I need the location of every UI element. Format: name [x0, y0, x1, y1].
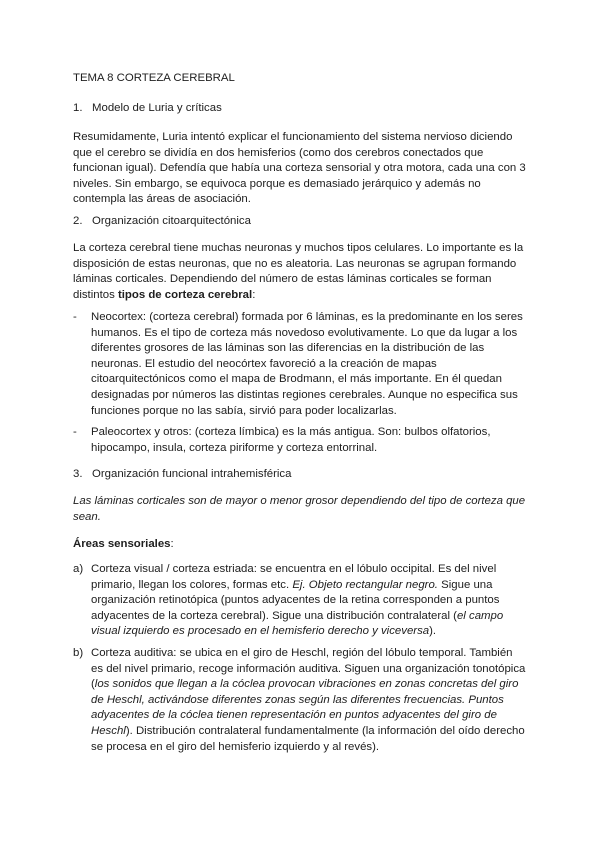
- bullet-neocortex-text: Neocortex: (corteza cerebral) formada por 6 láminas, es la predominante en los seres humanos. Es el tipo de corteza más novedoso evolutivamente. Lo que da lugar a los diferentes grosores de las láminas son las diferencias en la distribución de las neuronas. El estudio del neocórtex favoreció a la creación de mapas citoarquitectónicos como el mapa de Brodmann, el más importante. En él quedan designadas por números las distintas regiones cerebrales. Aunque no especifica sus funciones porque no las sabía, sirvió para poder localizarlas.: [91, 311, 523, 417]
- item-b-text-2: ). Distribución contralateral fundamentalmente (la información del oído derecho se procesa en el giro del hemisferio izquierdo y al revés).: [91, 724, 525, 753]
- section-2-paragraph: [73, 241, 527, 303]
- section-2-colon: :: [252, 288, 256, 301]
- item-b-marker: b): [73, 647, 84, 659]
- section-2-title: Organización citoarquitectónica: [92, 215, 251, 227]
- section-2-number: 2.: [73, 215, 83, 227]
- item-a-text-3: ).: [429, 625, 437, 638]
- section-3-title: Organización funcional intrahemisférica: [92, 468, 292, 480]
- bullet-paleocortex: [73, 425, 527, 456]
- italic-note-text: Las láminas corticales son de mayor o menor grosor dependiendo del tipo de corteza que sean.: [73, 495, 526, 523]
- item-a-italic-2: el campo visual izquierdo es procesado en el hemisferio derecho y viceversa: [91, 609, 504, 638]
- item-b-italic-1: los sonidos que llegan a la cóclea provocan vibraciones en zonas concretas del giro de Heschl, activándose diferentes zonas según las diferentes frecuencias. Puntos adyacentes de la cóclea tienen representación en puntos adyacentes del giro de Heschl: [91, 678, 519, 737]
- section-1-paragraph: Resumidamente, Luria intentó explicar el funcionamiento del sistema nervioso diciendo que el cerebro se dividía en dos hemisferios (como dos cerebros conectados que funcionan igual). Defendía que había una corteza sensorial y otra motora, cada una con 3 niveles. Sin embargo, se equivoca porque es demasiado jerárquico y además no contempla las áreas de asociación.: [73, 131, 526, 206]
- item-a-text-1: Corteza visual / corteza estriada: se encuentra en el lóbulo occipital. Es del nivel primario, llegan los colores, formas etc.: [91, 563, 497, 591]
- areas-heading-colon: :: [170, 538, 174, 550]
- bullet-marker: -: [73, 426, 77, 438]
- section-3-heading: [73, 468, 291, 480]
- item-b-text-1: Corteza auditiva: se ubica en el giro de Heschl, región del lóbulo temporal. También es del nivel primario, recoge información auditiva. Siguen una organización tonotópica (: [91, 647, 526, 691]
- document-title: TEMA 8 CORTEZA CEREBRAL: [73, 72, 235, 84]
- section-3-number: 3.: [73, 468, 83, 480]
- bullet-marker: -: [73, 311, 77, 323]
- item-a-marker: a): [73, 563, 84, 575]
- item-a-text: [91, 562, 527, 640]
- item-b-text: [91, 646, 527, 755]
- bullet-neocortex: [73, 310, 527, 419]
- section-2-text: La corteza cerebral tiene muchas neuronas y muchos tipos celulares. Lo importante es la disposición de estas neuronas, que no es aleatoria. Las neuronas se agrupan formando láminas corticales. Dependiendo del número de estas láminas corticales se forman distintos: [73, 242, 524, 301]
- section-1-heading: [73, 102, 222, 114]
- section-1-number: 1.: [73, 102, 83, 114]
- areas-heading-text: Áreas sensoriales: [73, 538, 171, 550]
- section-2-bold-term: tipos de corteza cerebral: [117, 288, 253, 301]
- item-a-text-2: Sigue una organización retinotópica (puntos adyacentes de la retina corresponden a puntos adyacentes de la corteza cerebral). Sigue una distribución contralateral (: [91, 578, 500, 622]
- item-b-auditory-cortex: [73, 646, 527, 755]
- section-3-italic-note: [73, 494, 527, 525]
- section-2-heading: [73, 215, 251, 227]
- item-a-italic-1: Ej. Objeto rectangular negro.: [292, 578, 438, 591]
- item-a-visual-cortex: [73, 562, 527, 640]
- areas-heading: [73, 537, 527, 553]
- section-1-title: Modelo de Luria y críticas: [92, 102, 222, 114]
- bullet-paleocortex-text: Paleocortex y otros: (corteza límbica) es la más antigua. Son: bulbos olfatorios, hipocampo, insula, corteza piriforme y corteza entorrinal.: [91, 426, 491, 454]
